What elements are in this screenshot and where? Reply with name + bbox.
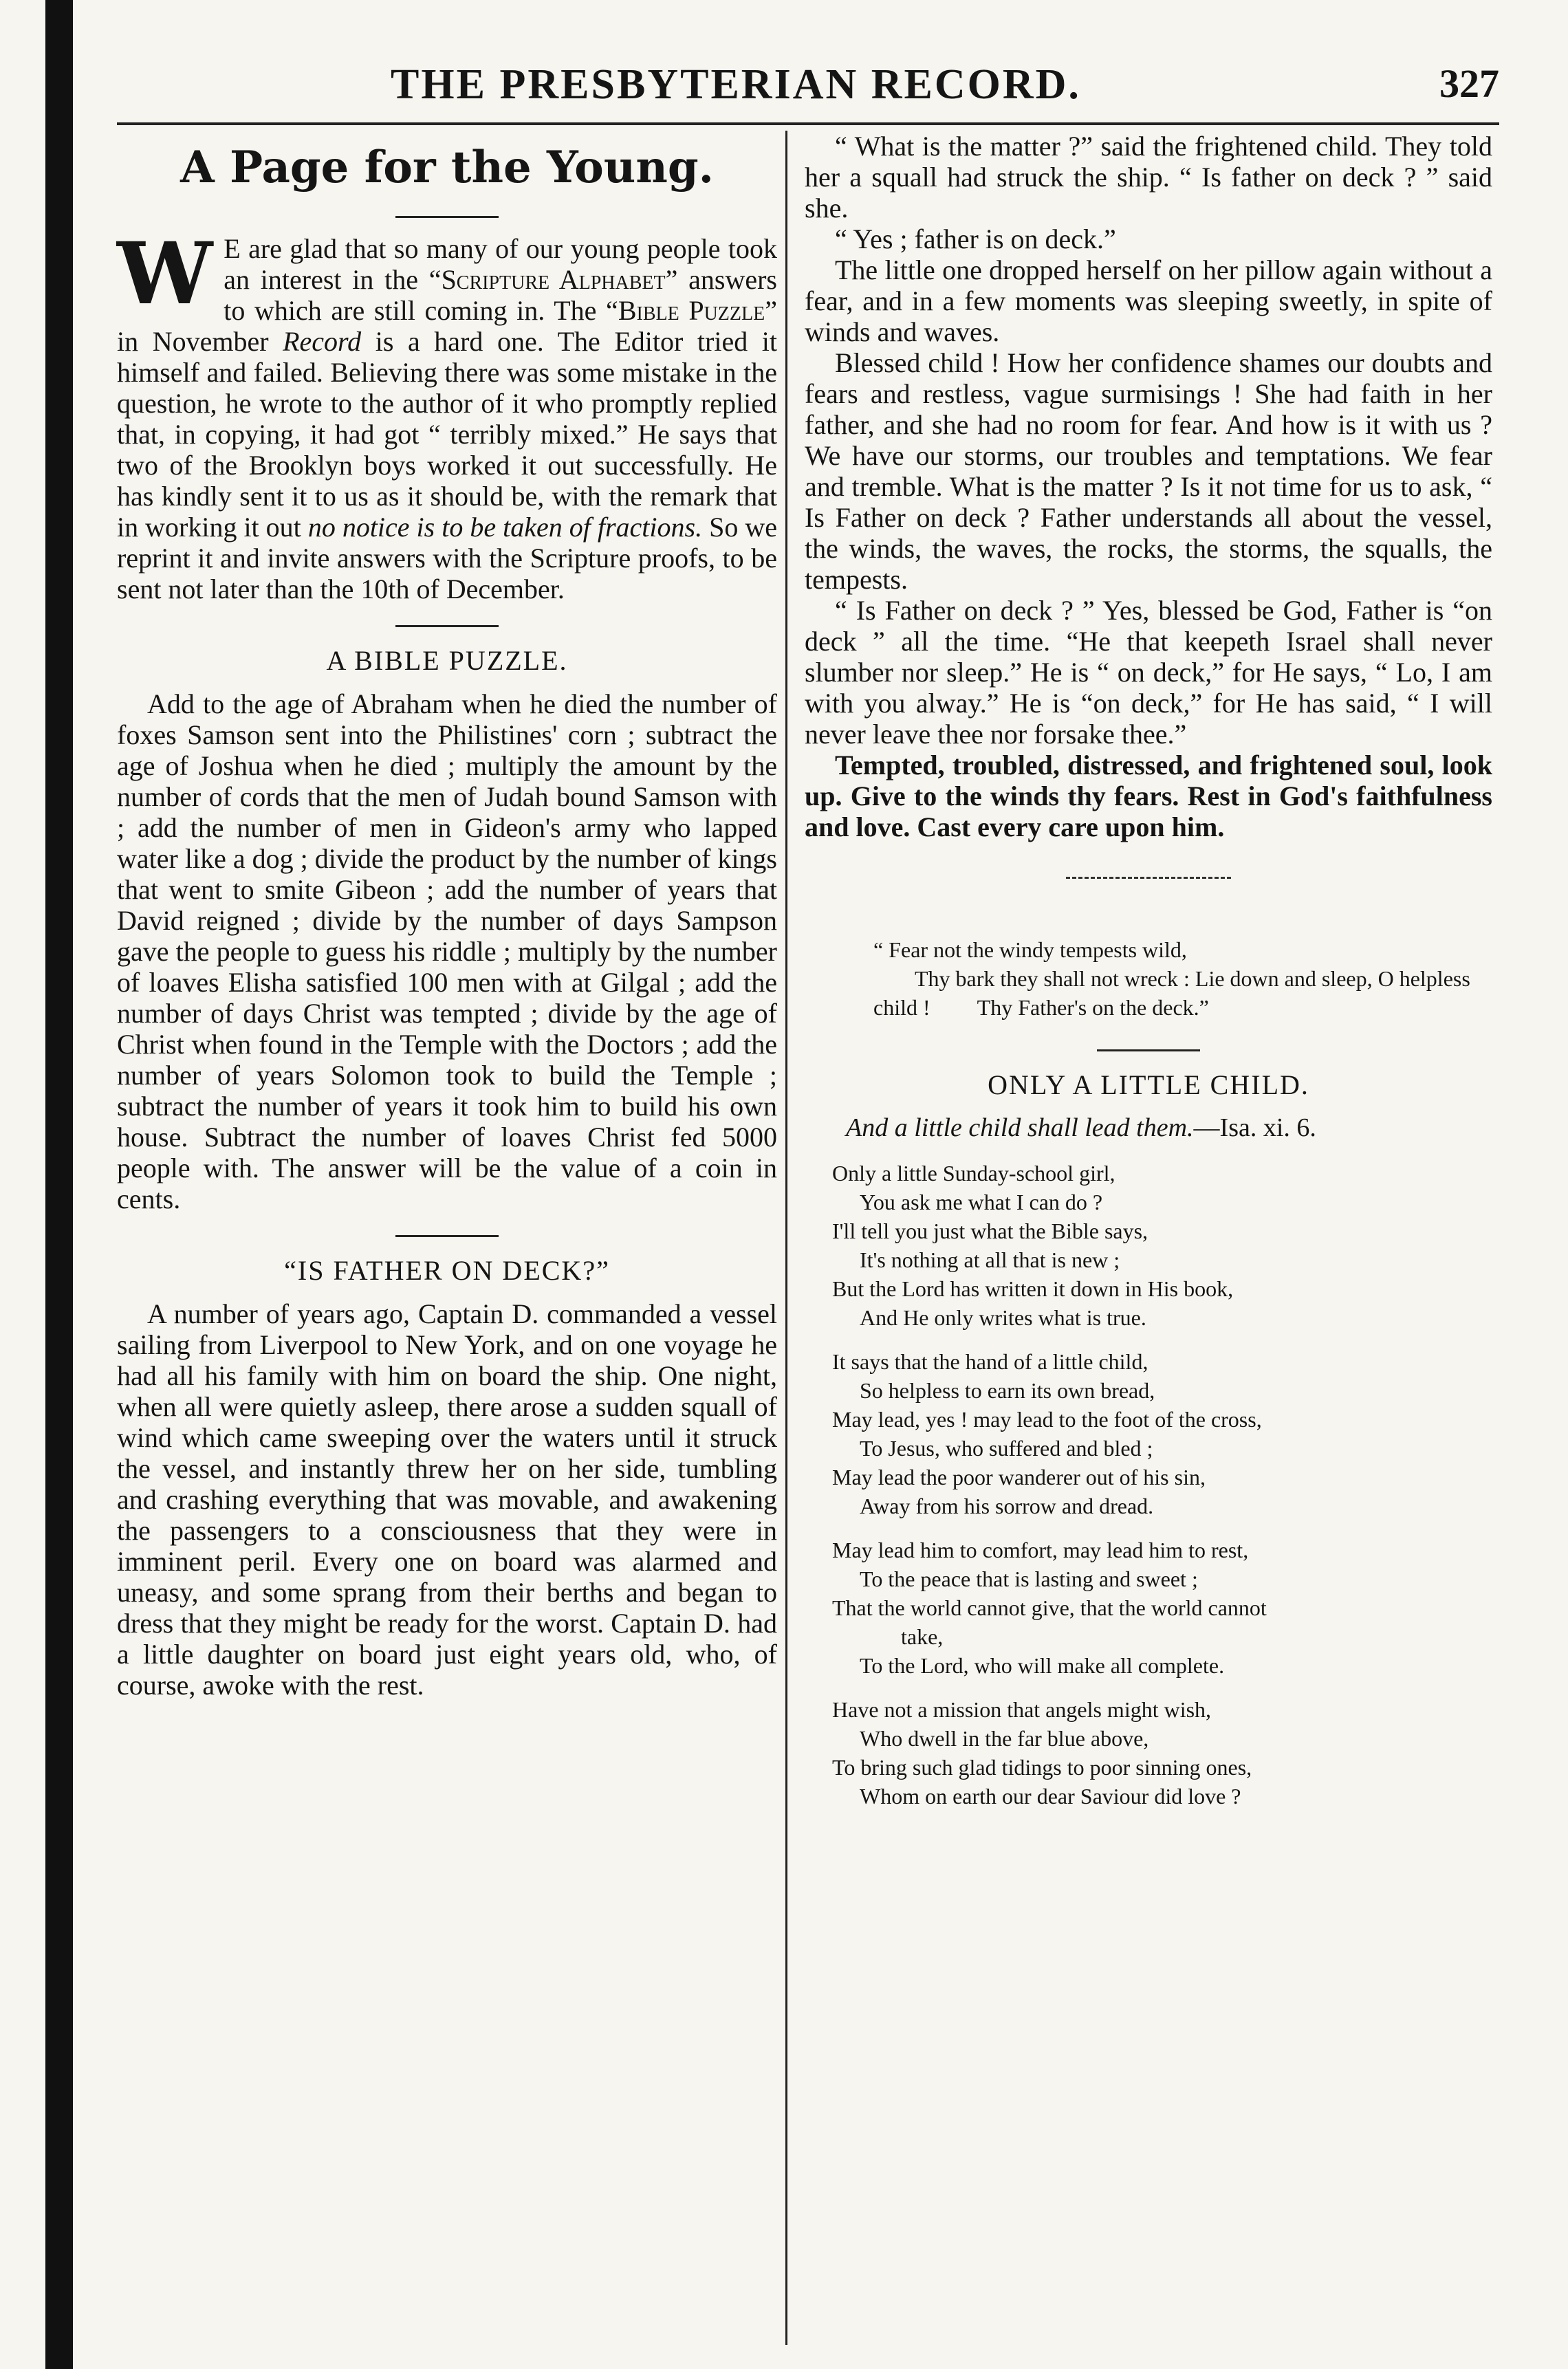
poem-stanza — [832, 1695, 1492, 1811]
verse-line: Thy Father's on the deck.” — [977, 995, 1209, 1020]
poem-line: Only a little Sunday-school girl, — [832, 1161, 1115, 1186]
story-paragraph: “ What is the matter ?” said the frightened child. They told her a squall had struck the ship. “ Is father on deck ? ” said she. — [805, 131, 1492, 223]
section-rule — [1097, 1049, 1200, 1051]
poem-line: take, — [901, 1624, 944, 1649]
dashed-rule — [1066, 877, 1231, 879]
poem-line: May lead him to comfort, may lead him to rest, — [832, 1538, 1249, 1562]
heading-rule — [395, 216, 499, 218]
poem-line: To the peace that is lasting and sweet ; — [860, 1566, 1198, 1591]
left-column — [117, 131, 777, 1701]
father-title: “IS FATHER ON DECK?” — [284, 1255, 610, 1286]
poem-line: You ask me what I can do ? — [860, 1190, 1103, 1214]
poem-line: May lead the poor wanderer out of his sin, — [832, 1465, 1206, 1489]
poem-line: That the world cannot give, that the world cannot — [832, 1595, 1267, 1620]
intro-paragraph: W E are glad that so many of our young people took an interest in the “Scripture Alphabet” answers to which are still coming in. The “Bible Puzzle” in November Record is a hard one. The Editor tried it himself and failed. Believing there was some mistake in the question, he wrote to the author of it who promptly replied that, in copying, it had got “ terribly mixed.” He says that two of the Brooklyn boys worked it out successfully. He has kindly sent it to us as it should be, with the remark that in working it out no notice is to be taken of fractions. So we reprint it and invite answers with the Scripture proofs, to be sent not later than the 10th of December. — [117, 224, 778, 604]
journal-title: THE PRESBYTERIAN RECORD. — [391, 61, 1081, 108]
page-heading: A Page for the Young. — [180, 142, 714, 193]
puzzle-title: A BIBLE PUZZLE. — [326, 645, 568, 676]
poem-line: I'll tell you just what the Bible says, — [832, 1219, 1148, 1243]
verse-line: “ Fear not the windy tempests wild, — [873, 937, 1187, 962]
right-column — [805, 131, 1492, 1826]
poem-line: It says that the hand of a little child, — [832, 1349, 1148, 1374]
poem-line: Away from his sorrow and dread. — [860, 1494, 1154, 1518]
poem-title: ONLY A LITTLE CHILD. — [988, 1069, 1309, 1100]
poem-line: To Jesus, who suffered and bled ; — [860, 1436, 1153, 1461]
poem-line: So helpless to earn its own bread, — [860, 1378, 1155, 1403]
header-rule — [117, 122, 1499, 125]
column-divider — [785, 131, 787, 2345]
poem-epigraph: And a little child shall lead them.—Isa. xi. 6. — [846, 1113, 1316, 1142]
poem-line: And He only writes what is true. — [860, 1305, 1146, 1330]
poem-line: To bring such glad tidings to poor sinning ones, — [832, 1755, 1252, 1780]
puzzle-paragraph: Add to the age of Abraham when he died the number of foxes Samson sent into the Philistines' corn ; subtract the age of Joshua when he died ; multiply the amount by the number of cords that the men of Judah bound Samson with ; add the number of men in Gideon's army who lapped water like a dog ; divide the product by the number of kings that went to smite Gibeon ; add the number of years that David reigned ; divide by the number of days Sampson gave the people to guess his riddle ; multiply by the number of loaves Elisha satisfied 100 men with at Gilgal ; add the number of days Christ was tempted ; divide by the age of Christ when found in the Temple with the Doctors ; add the number of years Solomon took to build the Temple ; subtract the number of years it took him to build his own house. Subtract the number of loaves Christ fed 5000 people with. The answer will be the value of a coin in cents. — [117, 688, 777, 1214]
poem-line: Who dwell in the far blue above, — [860, 1726, 1149, 1751]
binding-edge — [45, 0, 73, 2369]
story-paragraph: “ Is Father on deck ? ” Yes, blessed be God, Father is “on deck ” all the time. “He that keepeth Israel shall never slumber nor sleep.” He is “ on deck,” for He says, “ Lo, I am with you alway.” He is “on deck,” for He has said, “ I will never leave thee nor forsake thee.” — [805, 595, 1492, 750]
story-paragraph: The little one dropped herself on her pillow again without a fear, and in a few moments was sleeping sweetly, in spite of winds and waves. — [805, 254, 1492, 347]
page-number: 327 — [1439, 61, 1499, 106]
section-rule — [395, 1235, 499, 1237]
father-paragraph: A number of years ago, Captain D. commanded a vessel sailing from Liverpool to New York, and on one voyage he had all his family with him on board the ship. One night, when all were quietly asleep, there arose a sudden squall of wind which came sweeping over the waters until it struck the vessel, and instantly threw her on her side, tumbling and crashing everything that was movable, and awakening the passengers to a consciousness that they were in imminent peril. Every one on board was alarmed and uneasy, and some sprang from their berths and began to dress that they might be ready for the worst. Captain D. had a little daughter on board just eight years old, who, of course, awoke with the rest. — [117, 1298, 777, 1701]
drop-cap: W — [117, 224, 213, 324]
poem-stanza — [832, 1536, 1492, 1680]
poem-line: But the Lord has written it down in His book, — [832, 1276, 1234, 1301]
verse-line: Lie down and sleep, O helpless child ! — [873, 966, 1470, 1020]
story-paragraph: Blessed child ! How her confidence shames our doubts and fears and restless, vague surmisings ! She had faith in her father, and she had no room for fear. And how is it with us ? We have our storms, our troubles and temptations. We fear and tremble. What is the matter ? Is it not time for us to ask, “ Is Father on deck ? Father understands all about the vessel, the winds, the waves, the rocks, the storms, the squalls, the tempests. — [805, 347, 1492, 595]
page-header — [117, 61, 1499, 122]
verse-quote — [873, 906, 1492, 1022]
poem-line: Whom on earth our dear Saviour did love ? — [860, 1784, 1241, 1809]
poem-stanza — [832, 1347, 1492, 1520]
poem-line: May lead, yes ! may lead to the foot of the cross, — [832, 1407, 1262, 1432]
verse-line: Thy bark they shall not wreck : — [915, 966, 1190, 991]
story-paragraph: “ Yes ; father is on deck.” — [835, 223, 1116, 254]
poem-line: It's nothing at all that is new ; — [860, 1247, 1120, 1272]
poem-line: To the Lord, who will make all complete. — [860, 1653, 1225, 1678]
poem-line: Have not a mission that angels might wish, — [832, 1697, 1212, 1722]
poem-stanza — [832, 1159, 1492, 1332]
section-rule — [395, 625, 499, 627]
poem — [832, 1159, 1492, 1811]
story-paragraph: Tempted, troubled, distressed, and frightened soul, look up. Give to the winds thy fears. Rest in God's faithfulness and love. Cast every care upon him. — [805, 750, 1492, 842]
